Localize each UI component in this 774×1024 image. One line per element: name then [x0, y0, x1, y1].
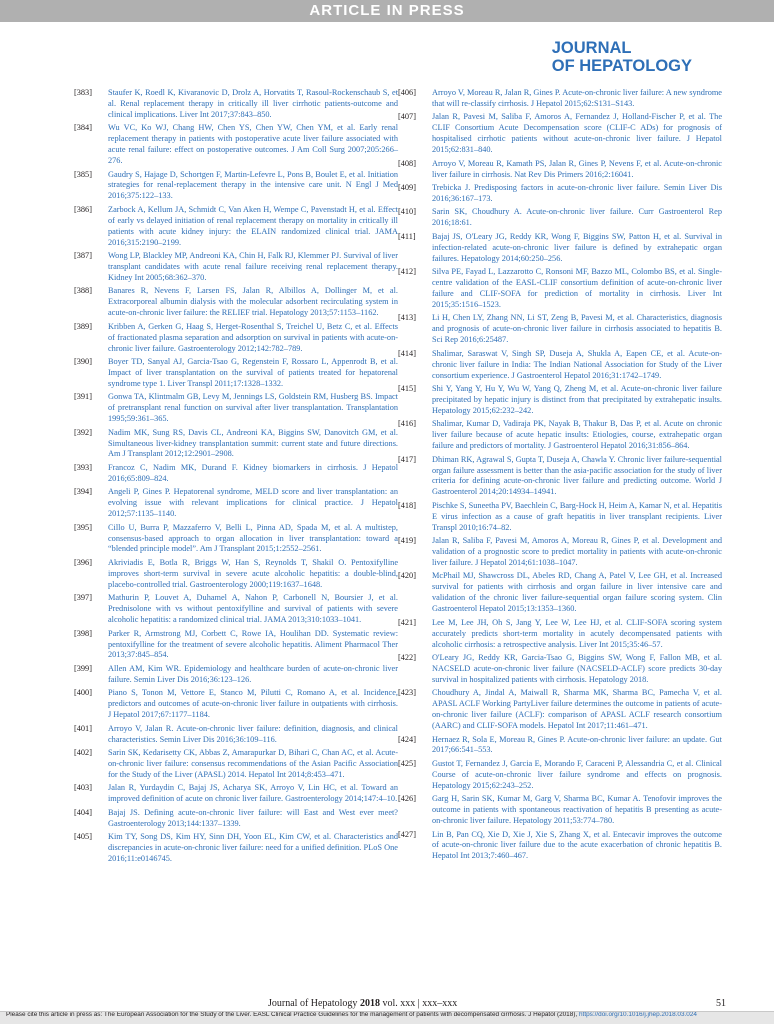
reference-number: [424]: [398, 734, 416, 744]
reference-number: [408]: [398, 158, 416, 168]
journal-logo-line2: OF HEPATOLOGY: [551, 57, 692, 75]
reference-item: [398, 618, 722, 651]
reference-text[interactable]: Shalimar, Kumar D, Vadiraja PK, Nayak B, Thakur B, Das P, et al. Acute on chronic liver failure because of acute hepatic insults: Etiologies, course, extrahepatic organ failure and predictors of mortality. J Gastroenterol Hepatol 2016;31:856–864.: [432, 419, 722, 451]
reference-number: [403]: [74, 783, 92, 793]
reference-text[interactable]: McPhail MJ, Shawcross DL, Abeles RD, Chang A, Patel V, Lee GH, et al. Increased survival for patients with cirrhosis and organ failure in liver intensive care and validation of the chronic liver failure-sequential organ failure scoring system. Clin Gastroenterol Hepatol 2015;13:1353–1360.: [432, 571, 722, 614]
reference-item: [398, 501, 722, 534]
article-in-press-banner: ARTICLE IN PRESS: [0, 0, 774, 22]
reference-item: [74, 251, 398, 284]
reference-text[interactable]: Arroyo V, Jalan R. Acute-on-chronic liver failure: definition, diagnosis, and clinical characteristics. Semin Liver Dis 2016;36:109–116.: [108, 723, 398, 744]
reference-text[interactable]: Trebicka J. Predisposing factors in acute-on-chronic liver failure. Semin Liver Dis 2016;36:167–173.: [432, 183, 722, 203]
reference-text[interactable]: Garg H, Sarin SK, Kumar M, Garg V, Sharma BC, Kumar A. Tenofovir improves the outcome in patients with spontaneous reactivation of hepatitis B presenting as acute-on-chronic liver failure. Hepatology 2011;53:774–780.: [432, 794, 722, 826]
reference-item: [398, 384, 722, 417]
reference-number: [388]: [74, 286, 92, 296]
reference-item: [398, 419, 722, 452]
reference-item: [74, 392, 398, 425]
reference-number: [413]: [398, 313, 416, 323]
reference-column-right: [398, 88, 722, 865]
reference-text[interactable]: Jalan R, Yurdaydin C, Bajaj JS, Acharya SK, Arroyo V, Lin HC, et al. Toward an improved definition of acute on chronic liver failure. Gastroenterology 2014;147:4–10.: [108, 783, 398, 804]
reference-number: [407]: [398, 112, 416, 122]
reference-item: [74, 832, 398, 865]
journal-logo: [552, 39, 692, 75]
citation-text: Please cite this article in press as: The European Association for the Study of the Liver. EASL Clinical Practice Guidelines for the management of patients with decompensated cirrhosis. J Hepatol (2018),: [6, 1011, 579, 1018]
reference-number: [411]: [398, 231, 416, 241]
reference-number: [386]: [74, 204, 92, 214]
reference-item: [74, 629, 398, 662]
reference-item: [398, 536, 722, 569]
reference-item: [74, 205, 398, 249]
reference-number: [409]: [398, 183, 416, 193]
reference-item: [74, 808, 398, 830]
reference-text[interactable]: Lin B, Pan CQ, Xie D, Xie J, Xie S, Zhang X, et al. Entecavir improves the outcome of acute-on-chronic liver failure due to the acute exacerbation of chronic hepatitis B. Hepatol Int 2013;7:460–467.: [432, 829, 722, 861]
reference-text[interactable]: O'Leary JG, Reddy KR, Garcia-Tsao G, Biggins SW, Wong F, Fallon MB, et al. NACSELD acute-on-chronic liver failure (NACSELD-ACLF) score predicts 30-day survival in hospitalized patients with cirrhosis. Hepatology 2018.: [432, 653, 722, 684]
reference-number: [427]: [398, 829, 416, 839]
reference-item: [74, 523, 398, 556]
reference-item: [74, 724, 398, 746]
reference-number: [426]: [398, 794, 416, 804]
reference-text[interactable]: Mathurin P, Louvet A, Duhamel A, Nahon P, Carbonell N, Boursier J, et al. Prednisolone with vs without pentoxifylline and survival of patients with severe alcoholic hepatitis: a randomized clinical trial. JAMA 2013;310:1033–1041.: [108, 593, 398, 625]
reference-text[interactable]: Piano S, Tonon M, Vettore E, Stanco M, Pilutti C, Romano A, et al. Incidence, predictors and outcomes of acute-on-chronic liver failure in outpatients with cirrhosis. J Hepatol 2017;67:1177–1184.: [108, 688, 398, 720]
reference-item: [398, 88, 722, 110]
reference-number: [390]: [74, 357, 92, 366]
reference-text[interactable]: Arroyo V, Moreau R, Jalan R, Gines P. Acute-on-chronic liver failure: A new syndrome that will re-classify cirrhosis. J Hepatol 2015;62:S131–S143.: [432, 88, 722, 108]
reference-item: [398, 267, 722, 311]
reference-text[interactable]: Arroyo V, Moreau R, Kamath PS, Jalan R, Gines P, Nevens F, et al. Acute-on-chronic liver failure in cirrhosis. Nat Rev Dis Primers 2016;2:16041.: [432, 158, 722, 179]
reference-item: [74, 688, 398, 721]
reference-item: [398, 688, 722, 732]
reference-text[interactable]: Jalan R, Saliba F, Pavesi M, Amoros A, Moreau R, Gines P, et al. Development and validation of a prognostic score to predict mortality in patients with acute-on-chronic liver failure. J Hepatol 2014;61:1038–1047.: [432, 536, 722, 567]
reference-text[interactable]: Boyer TD, Sanyal AJ, Garcia-Tsao G, Regenstein F, Rossaro L, Appenrodt B, et al. Impact of liver transplantation on the survival of patients treated for hepatorenal syndrome type 1. Liver Transpl 2011;17:1328–1332.: [108, 357, 398, 388]
reference-text[interactable]: Sarin SK, Choudhury A. Acute-on-chronic liver failure. Curr Gastroenterol Rep 2016;18:61.: [432, 207, 722, 228]
reference-item: [74, 123, 398, 167]
reference-number: [385]: [74, 169, 92, 179]
reference-number: [405]: [74, 832, 92, 842]
reference-text[interactable]: Pischke S, Suneetha PV, Baechlein C, Barg-Hock H, Heim A, Kamar N, et al. Hepatitis E virus infection as a cause of graft hepatitis in liver transplant recipients. Liver Transpl 2010;16:74–82.: [432, 500, 722, 532]
reference-item: [398, 571, 722, 615]
reference-text[interactable]: Jalan R, Pavesi M, Saliba F, Amoros A, Fernandez J, Holland-Fischer P, et al. The CLIF Consortium Acute Decompensation score (CLIF-C ADs) for prognosis of hospitalised cirrhotic patients without acute-on-chronic liver failure. J Hepatol 2015;62:831–840.: [432, 112, 722, 155]
reference-text[interactable]: Lee M, Lee JH, Oh S, Jang Y, Lee W, Lee HJ, et al. CLIF-SOFA scoring system accurately predicts short-term mortality in acutely decompensated patients with alcoholic cirrhosis: a retrospective analysis. Liver Int 2015;35:46–57.: [432, 617, 722, 649]
reference-item: [74, 170, 398, 203]
reference-item: [74, 286, 398, 319]
reference-item: [74, 463, 398, 485]
reference-number: [401]: [74, 723, 92, 733]
reference-item: [398, 653, 722, 686]
footer-journal-name: Journal of Hepatology: [268, 998, 360, 1009]
reference-text[interactable]: Sarin SK, Kedarisetty CK, Abbas Z, Amarapurkar D, Bihari C, Chan AC, et al. Acute-on-chronic liver failure: consensus recommendations of the Asian Pacific Association for the Study of the Liver (APASL) 2014. Hepatol Int 2014;8:453–471.: [108, 748, 398, 779]
reference-text[interactable]: Wong LP, Blackley MP, Andreoni KA, Chin H, Falk RJ, Klemmer PJ. Survival of liver transplant candidates with acute renal failure receiving renal replacement therapy. Kidney Int 2005;68:362–370.: [108, 251, 398, 282]
reference-item: [398, 112, 722, 156]
reference-text[interactable]: Choudhury A, Jindal A, Maiwall R, Sharma MK, Sharma BC, Pamecha V, et al. APASL ACLF Working PartyLiver failure determines the outcome in patients of acute-on-chronic liver failure (ACLF): comparison of APASL ACLF research consortium (AARC) and CLIF-SOFA models. Hepatol Int 2017;11:461–471.: [432, 688, 722, 731]
reference-number: [396]: [74, 557, 92, 567]
reference-number: [394]: [74, 487, 92, 497]
reference-number: [415]: [398, 384, 416, 393]
reference-text[interactable]: Gaudry S, Hajage D, Schortgen F, Martin-Lefevre L, Pons B, Boulet E, et al. Initiation strategies for renal-replacement therapy in the intensive care unit. N Engl J Med 2016;375:122–133.: [108, 169, 398, 201]
reference-number: [391]: [74, 392, 92, 402]
reference-text[interactable]: Li H, Chen LY, Zhang NN, Li ST, Zeng B, Pavesi M, et al. Characteristics, diagnosis and prognosis of acute-on-chronic liver failure in cirrhosis associated to hepatitis B. Sci Rep 2016;6:25487.: [432, 313, 722, 345]
reference-item: [74, 558, 398, 591]
reference-number: [412]: [398, 267, 416, 277]
reference-number: [384]: [74, 123, 92, 133]
reference-text[interactable]: Zarbock A, Kellum JA, Schmidt C, Van Aken H, Wempe C, Pavenstadt H, et al. Effect of early vs delayed initiation of renal replacement therapy on mortality in critically ill patients with acute kidney injury: the ELAIN randomized clinical trial. JAMA 2016;315:2190–2199.: [108, 204, 398, 247]
reference-text[interactable]: Bajaj JS. Defining acute-on-chronic liver failure: will East and West ever meet? Gastroenterology 2013;144:1337–1339.: [108, 807, 398, 828]
reference-item: [398, 455, 722, 499]
reference-item: [74, 748, 398, 781]
reference-number: [389]: [74, 321, 92, 331]
reference-text[interactable]: Bajaj JS, O'Leary JG, Reddy KR, Wong F, Biggins SW, Patton H, et al. Survival in infection-related acute-on-chronic liver failure is defined by extrahepatic organ failures. Hepatology 2014;60:250–256.: [432, 231, 722, 263]
reference-number: [423]: [398, 688, 416, 698]
reference-text[interactable]: Gonwa TA, Klintmalm GB, Levy M, Jennings LS, Goldstein RM, Husberg BS. Impact of pretransplant renal function on survival after liver transplantation. Transplantation 1995;59:361–365.: [108, 392, 398, 424]
reference-text[interactable]: Shalimar, Saraswat V, Singh SP, Duseja A, Shukla A, Eapen CE, et al. Acute-on-chronic liver failure in India: The Indian National Association for Study of the Liver consortium experience. J Gastroenterol Hepatol 2016;31:1742–1749.: [432, 348, 722, 380]
reference-number: [419]: [398, 536, 416, 546]
reference-item: [74, 322, 398, 355]
doi-link[interactable]: https://doi.org/10.1016/j.jhep.2018.03.024: [578, 1011, 697, 1018]
reference-item: [398, 183, 722, 205]
reference-item: [74, 593, 398, 626]
reference-text[interactable]: Wu VC, Ko WJ, Chang HW, Chen YS, Chen YW, Chen YM, et al. Early renal replacement therapy in patients with postoperative acute liver failure associated with acute renal failure: effect on postoperative outcomes. J Am Coll Surg 2007;205:266–276.: [108, 123, 398, 166]
reference-text[interactable]: Gustot T, Fernandez J, Garcia E, Morando F, Caraceni P, Alessandria C, et al. Clinical Course of acute-on-chronic liver failure syndrome and effects on prognosis. Hepatology 2015;62:243–252.: [432, 758, 722, 790]
reference-number: [422]: [398, 653, 416, 662]
reference-text[interactable]: Staufer K, Roedl K, Kivaranovic D, Drolz A, Horvatits T, Rasoul-Rockenschaub S, et al. Renal replacement therapy in critically ill liver cirrhotic patients-outcome and clinical implications. Liver Int 2017;37:843–850.: [108, 88, 398, 119]
reference-number: [421]: [398, 617, 416, 627]
reference-item: [398, 830, 722, 863]
journal-logo-line1: JOURNAL: [551, 39, 632, 57]
reference-text[interactable]: Shi Y, Yang Y, Hu Y, Wu W, Yang Q, Zheng M, et al. Acute-on-chronic liver failure precipitated by hepatic injury is distinct from that precipitated by extrahepatic insults. Hepatology 2015;62:232–242.: [432, 384, 722, 415]
reference-item: [398, 794, 722, 827]
reference-number: [383]: [74, 88, 92, 97]
reference-text[interactable]: Dhiman RK, Agrawal S, Gupta T, Duseja A, Chawla Y. Chronic liver failure-sequential organ failure assessment is better than the asia-pacific association for the study of liver criteria for defining acute-on-chronic liver failure and predicting outcome. World J Gastroenterol 2014;20:14934–14941.: [432, 454, 722, 497]
reference-item: [398, 349, 722, 382]
reference-item: [398, 207, 722, 229]
reference-item: [74, 357, 398, 390]
reference-number: [420]: [398, 571, 416, 581]
reference-item: [74, 487, 398, 520]
reference-item: [398, 759, 722, 792]
reference-number: [404]: [74, 807, 92, 817]
reference-item: [74, 88, 398, 121]
reference-column-left: [74, 88, 398, 867]
reference-item: [398, 232, 722, 265]
reference-number: [387]: [74, 251, 92, 261]
reference-number: [414]: [398, 348, 416, 358]
reference-text[interactable]: Allen AM, Kim WR. Epidemiology and healthcare burden of acute-on-chronic liver failure. Semin Liver Dis 2016;36:123–126.: [108, 663, 398, 684]
citation-notice: [0, 1011, 774, 1024]
reference-number: [398]: [74, 628, 92, 638]
reference-text[interactable]: Akriviadis E, Botla R, Briggs W, Han S, Reynolds T, Shakil O. Pentoxifylline improves short-term survival in severe acute alcoholic hepatitis: a double-blind, placebo-controlled trial. Gastroenterology 2000;119:1637–1648.: [108, 557, 398, 589]
reference-text[interactable]: Kim TY, Song DS, Kim HY, Sinn DH, Yoon EL, Kim CW, et al. Characteristics and discrepancies in acute-on-chronic liver failure: need for a unified definition. PLoS One 2016;11:e0146745.: [108, 832, 398, 863]
reference-text[interactable]: Angeli P, Gines P. Hepatorenal syndrome, MELD score and liver transplantation: an evolving issue with relevant implications for clinical practice. J Hepatol 2012;57:1135–1140.: [108, 487, 398, 519]
reference-number: [416]: [398, 419, 416, 429]
reference-number: [402]: [74, 748, 92, 758]
reference-text[interactable]: Parker R, Armstrong MJ, Corbett C, Rowe IA, Houlihan DD. Systematic review: pentoxifylline for the treatment of severe alcoholic hepatitis. Aliment Pharmacol Ther 2013;37:845–854.: [108, 628, 398, 660]
reference-number: [393]: [74, 462, 92, 472]
reference-number: [418]: [398, 500, 416, 510]
reference-number: [395]: [74, 522, 92, 532]
reference-number: [399]: [74, 663, 92, 673]
reference-text[interactable]: Cillo U, Burra P, Mazzaferro V, Belli L, Pinna AD, Spada M, et al. A multistep, consensus-based approach to organ allocation in liver transplantation: toward a “blended principle model”. Am J Transplant 2015;1:2552–2561.: [108, 522, 398, 554]
reference-item: [398, 735, 722, 757]
reference-text[interactable]: Francoz C, Nadim MK, Durand F. Kidney biomarkers in cirrhosis. J Hepatol 2016;65:809–824.: [108, 462, 398, 483]
footer-year: 2018: [359, 998, 380, 1009]
reference-text[interactable]: Hernaez R, Sola E, Moreau R, Gines P. Acute-on-chronic liver failure: an update. Gut 2017;66:541–553.: [432, 734, 722, 755]
reference-item: [74, 664, 398, 686]
reference-text[interactable]: Nadim MK, Sung RS, Davis CL, Andreoni KA, Biggins SW, Danovitch GM, et al. Simultaneous liver-kidney transplantation summit: current state and future directions. Am J Transplant 2012;12:2901–2908.: [108, 427, 398, 459]
footer-volume: vol. xxx | xxx–xxx: [379, 998, 458, 1009]
reference-number: [406]: [398, 88, 416, 97]
footer-journal-info: [268, 998, 457, 1009]
reference-number: [397]: [74, 593, 92, 603]
reference-text[interactable]: Kribben A, Gerken G, Haag S, Herget-Rosenthal S, Treichel U, Betz C, et al. Effects of fractionated plasma separation and adsorption on survival in patients with acute-on-chronic liver failure. Gastroenterology 2012;142:782–789.: [108, 321, 398, 353]
reference-item: [74, 428, 398, 461]
page-number: 51: [716, 998, 726, 1009]
reference-item: [74, 783, 398, 805]
reference-number: [410]: [398, 207, 416, 217]
reference-item: [398, 159, 722, 181]
reference-item: [398, 313, 722, 346]
reference-number: [425]: [398, 758, 416, 768]
reference-number: [417]: [398, 454, 416, 464]
reference-number: [400]: [74, 688, 92, 698]
reference-number: [392]: [74, 427, 92, 437]
reference-text[interactable]: Banares R, Nevens F, Larsen FS, Jalan R, Albillos A, Dollinger M, et al. Extracorporeal albumin dialysis with the molecular adsorbent recirculating system in acute-on-chronic liver failure: the RELIEF trial. Hepatology 2013;57:1153–1162.: [108, 286, 398, 318]
reference-text[interactable]: Silva PE, Fayad L, Lazzarotto C, Ronsoni MF, Bazzo ML, Colombo BS, et al. Single-centre validation of the EASL-CLIF consortium definition of acute-on-chronic liver failure and CLIF-SOFA for prediction of mortality in cirrhosis. Liver Int 2015;35:1516–1523.: [432, 267, 722, 309]
